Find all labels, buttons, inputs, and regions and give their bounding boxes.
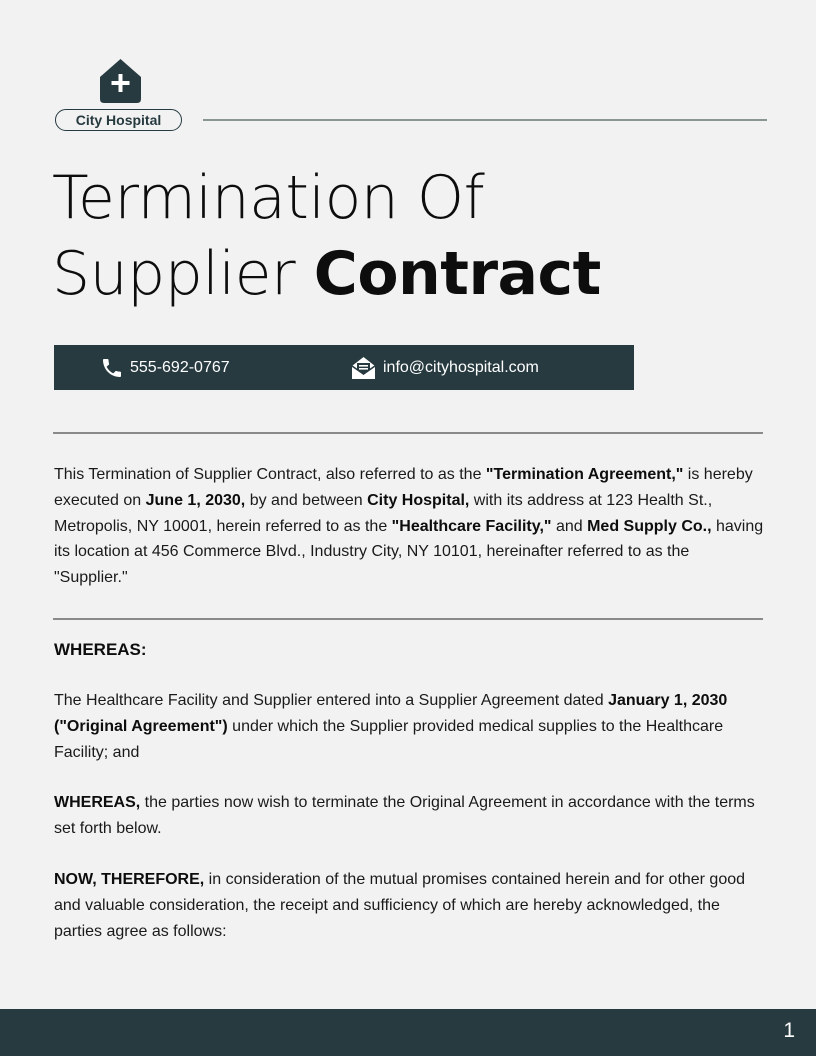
divider-middle — [53, 618, 763, 620]
clause1-bold-1: January 1, 2030 ("Original Agreement") — [54, 692, 728, 735]
clause-now-therefore — [54, 867, 764, 944]
intro-text-2: is hereby executed on — [54, 466, 753, 509]
page-number: 1 — [783, 1019, 795, 1042]
title-line-2-bold: Contract — [313, 239, 601, 309]
clause2-bold-1: WHEREAS, — [54, 794, 141, 811]
title-line-1: Termination Of — [52, 163, 485, 233]
phone-contact — [100, 345, 230, 390]
brand-name: City Hospital — [55, 109, 182, 131]
whereas-heading: WHEREAS: — [54, 640, 147, 659]
page-title — [52, 160, 601, 312]
clause3-text-1: in consideration of the mutual promises contained herein and for other good and valuable consideration, the receipt and sufficiency of which are hereby acknowledged, the parties agree as follows: — [54, 871, 746, 940]
footer-bar — [0, 1009, 816, 1056]
intro-bold-3: City Hospital, — [367, 491, 470, 509]
clause2-text-1: the parties now wish to terminate the Original Agreement in accordance with the terms set forth below. — [54, 794, 755, 837]
intro-bold-5: Med Supply Co., — [587, 517, 712, 535]
clause1-text-2: under which the Supplier provided medical supplies to the Healthcare Facility; and — [54, 717, 724, 761]
phone-number: 555-692-0767 — [130, 358, 230, 376]
intro-text-6: having its location at 456 Commerce Blvd., Industry City, NY 10101, hereinafter referred to as the "Supplier." — [54, 517, 764, 587]
intro-bold-1: "Termination Agreement," — [485, 466, 684, 483]
intro-text-4: with its address at 123 Health St., Metropolis, NY 10001, herein referred to as the — [54, 491, 713, 535]
intro-text-3: by and between — [245, 491, 368, 509]
phone-icon — [100, 356, 124, 380]
envelope-icon — [350, 355, 377, 381]
intro-paragraph — [54, 462, 764, 591]
clause-terminate — [54, 790, 764, 842]
clause3-bold-1: NOW, THEREFORE, — [54, 871, 205, 888]
email-address: info@cityhospital.com — [383, 358, 539, 376]
header-divider — [203, 119, 767, 121]
contact-bar — [54, 345, 634, 390]
intro-bold-4: "Healthcare Facility," — [391, 517, 552, 535]
intro-bold-2: June 1, 2030, — [145, 491, 246, 509]
intro-text-1: This Termination of Supplier Contract, also referred to as the — [54, 466, 486, 483]
email-contact — [350, 345, 539, 390]
title-line-2-regular: Supplier — [52, 239, 296, 309]
divider-top — [53, 432, 763, 434]
clause1-text-1: The Healthcare Facility and Supplier entered into a Supplier Agreement dated — [54, 692, 609, 709]
intro-text-5: and — [551, 517, 588, 535]
house-plus-icon — [98, 57, 143, 103]
clause-original-agreement — [54, 688, 764, 765]
